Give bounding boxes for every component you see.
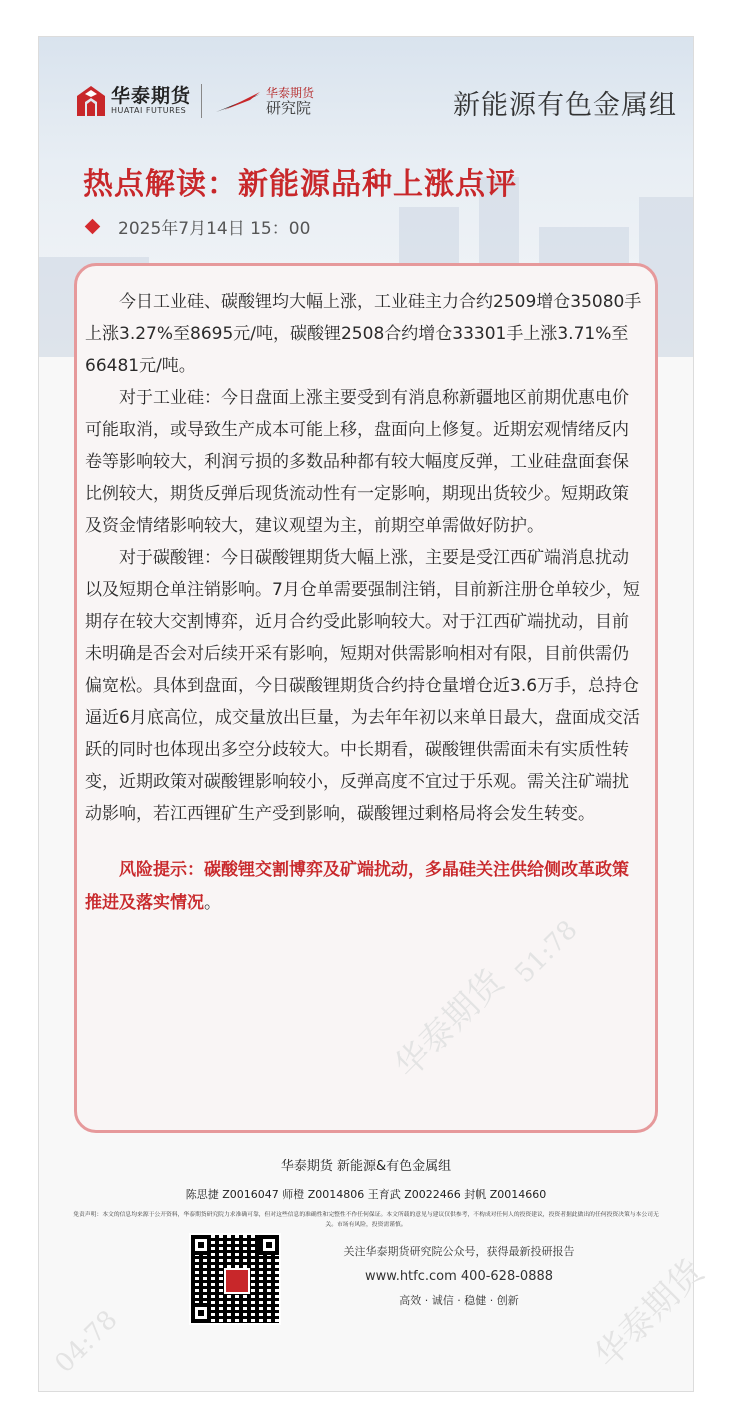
p2-line: 期现出货较少。短期政策及资金情绪影响较大，建议观望为主，前: [85, 484, 629, 536]
publish-datetime: 2025年7月14日 15：00: [118, 218, 311, 239]
huatai-logo-icon: [77, 86, 105, 116]
red-diamond-icon: [85, 218, 101, 234]
watermark: 04:78: [49, 1304, 124, 1380]
company-values: 高效 · 诚信 · 稳健 · 创新: [399, 1294, 519, 1307]
p2-line: 惠电价可能取消，或导致生产成本可能上移，盘面向上修复。近期: [85, 388, 629, 440]
footer: [39, 1155, 693, 1230]
p1-line: 今日工业硅、碳酸锂均大幅上涨，工业硅主力合约2509增仓: [119, 292, 571, 312]
p2-line: 对于工业硅：今日盘面上涨主要受到有消息称新疆地区前期优: [119, 388, 578, 408]
logo-divider: [201, 84, 202, 118]
institute-swoosh-icon: [214, 88, 262, 114]
watermark: 华泰期货: [387, 961, 512, 1087]
logo-cn-text: 华泰期货: [111, 85, 192, 107]
p1-line: 手上涨3.71%至66481元/吨。: [85, 324, 629, 376]
p3-line: 息扰动以及短期仓单注销影响。7月仓单需要强制注销，目前新注: [85, 548, 629, 600]
headline: 热点解读：新能源品种上涨点评: [83, 167, 517, 202]
follow-text: 关注华泰期货研究院公众号，获得最新投研报告: [343, 1245, 575, 1258]
footer-disclaimer: 免责声明：本文的信息均来源于公开资料，华泰期货研究院力求准确可靠，但对这些信息的准确性和完整性不作任何保证。本文所载的意见与建议仅供参考，不构成对任何人的投资建议，投资者据此做出的任何投资决策与本公司无关。市场有风险，投资需谨慎。: [73, 1212, 659, 1228]
risk-text-1: 碳酸锂交割博弈及矿端扰动，多晶硅关注供给侧改: [204, 860, 578, 880]
institute-line1: 华泰期货: [266, 86, 315, 100]
qr-center-logo: [224, 1268, 250, 1294]
p1-line: 35080手上涨3.27%至8695元/吨，碳酸锂2508合约增仓33301: [85, 292, 642, 344]
p3-line: 货合约持仓量增仓近3.6万手，总持仓逼近6月底高位，成交量放: [85, 676, 640, 728]
risk-text-2: 革政策推进及落实情况: [85, 860, 629, 913]
p2-line: 弹，工业硅盘面套保比例较大，期货反弹后现货流动性有一定影响，: [85, 452, 629, 504]
footer-team: 华泰期货 新能源&有色金属组: [280, 1159, 452, 1174]
p3-line: 于江西矿端扰动，目前未明确是否会对后续开采有影响，短期对供: [85, 612, 629, 664]
group-name: 新能源有色金属组: [453, 90, 677, 121]
p3-line: 响，若江西锂矿生产受到影响，碳酸锂过剩格局将会发生转变。: [119, 804, 595, 824]
risk-text-end: 。: [204, 893, 221, 913]
website-phone: www.htfc.com 400-628-0888: [364, 1269, 554, 1284]
contact-block: [309, 1243, 609, 1308]
institute-line2: 研究院: [266, 99, 312, 117]
paragraph-3: [85, 542, 645, 830]
p3-line: 策对碳酸锂影响较小，反弹高度不宜过于乐观。需关注矿端扰动影: [85, 772, 629, 824]
p3-line: 册仓单较少，短期存在较大交割博弈，近月合约受此影响较大。对: [85, 580, 640, 632]
watermark: 华泰期货: [587, 1251, 712, 1377]
p2-line: 宏观情绪反内卷等影响较大，利润亏损的多数品种都有较大幅度反: [85, 420, 629, 472]
brand-logo: [77, 81, 314, 121]
date-row: [87, 215, 310, 237]
p3-line: 对于碳酸锂：今日碳酸锂期货大幅上涨，主要是受江西矿端消: [119, 548, 578, 568]
footer-analysts: 陈思捷 Z0016047 师橙 Z0014806 王育武 Z0022466 封帆 Z0014660: [185, 1188, 547, 1201]
paragraph-1: [85, 286, 645, 382]
p2-line: 期空单需做好防护。: [391, 516, 544, 536]
paragraph-2: [85, 382, 645, 542]
qr-code-icon: [189, 1233, 281, 1325]
report-page: [38, 36, 712, 1392]
content-card: [74, 263, 658, 1133]
p3-line: 出巨量，为去年年初以来单日最大，盘面成交活跃的同时也体现出: [85, 708, 640, 760]
watermark: 51:78: [509, 914, 584, 990]
risk-label: 风险提示：: [119, 860, 204, 880]
p3-line: 需影响相对有限，目前供需仍偏宽松。具体到盘面，今日碳酸锂期: [85, 644, 629, 696]
logo-en-text: HUATAI FUTURES: [111, 106, 187, 115]
risk-warning: [85, 854, 645, 920]
article-body: [85, 286, 645, 937]
p3-line: 多空分歧较大。中长期看，碳酸锂供需面未有实质性转变，近期政: [85, 740, 629, 792]
